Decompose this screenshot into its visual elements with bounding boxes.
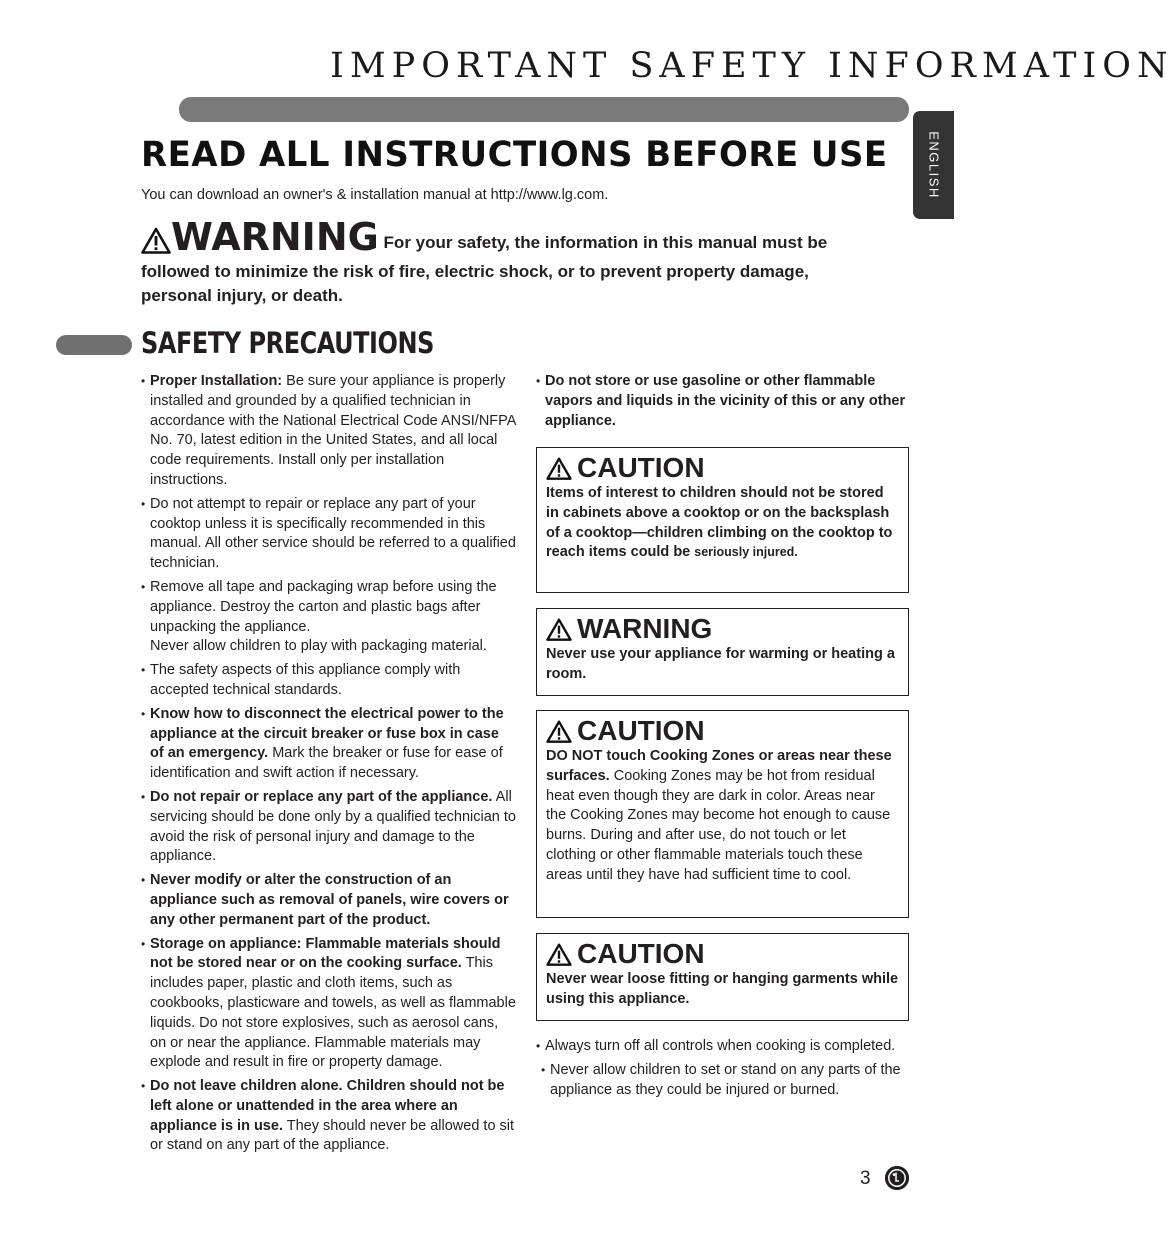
right-column: [536, 372, 910, 435]
list-item: • Know how to disconnect the electrical power to the appliance at the circuit breaker or fuse box in case of an emergency. Mark the breaker or fuse for ease of identification and swift action if necessary.: [141, 705, 504, 782]
warning-statement: [141, 215, 861, 307]
caution-box-garments: CAUTION Never wear loose fitting or hanging garments while using this appliance.: [536, 933, 909, 1021]
read-all-heading: READ ALL INSTRUCTIONS BEFORE USE: [141, 135, 888, 175]
box-label: CAUTION: [577, 452, 705, 483]
section-pill: [56, 335, 132, 355]
page-number: 3: [860, 1168, 871, 1189]
box-label: CAUTION: [577, 715, 705, 746]
download-note: You can download an owner's & installation manual at http://www.lg.com.: [141, 187, 609, 203]
page-header-title: IMPORTANT SAFETY INFORMATION: [330, 46, 1174, 86]
warning-box-heating: WARNING Never use your appliance for warming or heating a room.: [536, 608, 909, 696]
section-title: SAFETY PRECAUTIONS: [141, 326, 434, 360]
list-item: • Do not repair or replace any part of the appliance. All servicing should be done only by a qualified technician to avoid the risk of personal injury and damage to the appliance.: [141, 788, 516, 865]
list-item: • Do not store or use gasoline or other flammable vapors and liquids in the vicinity of this or any other appliance.: [536, 373, 906, 429]
language-tab: [913, 111, 954, 219]
warning-triangle-icon: [141, 227, 171, 261]
list-item: • Do not attempt to repair or replace any part of your cooktop unless it is specifically recommended in this manual. All other service should be referred to a qualified technician.: [141, 495, 516, 572]
language-tab-label: ENGLISH: [926, 131, 941, 199]
list-item: • Proper Installation: Be sure your appliance is properly installed and grounded by a qualified technician in accordance with the National Electrical Code ANSI/NFPA No. 70, latest edition in the United States, and all local code requirements. Install only per installation instructions.: [141, 373, 516, 488]
list-item: • Never allow children to set or stand on any parts of the appliance as they could be injured or burned.: [541, 1061, 901, 1098]
caution-box-children: CAUTION Items of interest to children should not be stored in cabinets above a cooktop or on the backsplash of a cooktop—children climbing on the cooktop to reach items could be seriously injured.: [536, 447, 909, 593]
list-item: • Remove all tape and packaging wrap before using the appliance. Destroy the carton and plastic bags after unpacking the appliance. Never allow children to play with packaging material.: [141, 578, 497, 655]
tail-list: [536, 1037, 910, 1104]
header-bar: [179, 97, 909, 122]
lg-logo-icon: [885, 1166, 909, 1190]
warning-triangle-icon: [546, 943, 572, 966]
left-column: [141, 372, 516, 1160]
box-label: CAUTION: [577, 938, 705, 969]
list-item: • Storage on appliance: Flammable materials should not be stored near or on the cooking surface. This includes paper, plastic and cloth items, such as cookbooks, plasticware and towels, as well as flammable liquids. Do not store explosives, such as aerosol cans, on or near the appliance. Flammable materials may explode and result in fire or property damage.: [141, 935, 516, 1071]
warning-triangle-icon: [546, 618, 572, 641]
caution-box-cooking-zones: CAUTION DO NOT touch Cooking Zones or areas near these surfaces. Cooking Zones may be hot from residual heat even though they are dark in color. Areas near the Cooking Zones may become hot enough to cause burns. During and after use, do not touch or let clothing or other flammable materials touch these areas until they have had sufficient time to cool.: [536, 710, 909, 918]
list-item: • The safety aspects of this appliance comply with accepted technical standards.: [141, 662, 461, 698]
list-item: • Never modify or alter the construction of an appliance such as removal of panels, wire covers or any other permanent part of the product.: [141, 872, 509, 928]
svg-text:LG: LG: [897, 1188, 899, 1189]
warning-triangle-icon: [546, 720, 572, 743]
warning-text: For your safety, the information in this manual must be followed to minimize the risk of fire, electric shock, or to prevent property damage, personal injury, or death.: [141, 233, 828, 305]
warning-triangle-icon: [546, 457, 572, 480]
warning-word: WARNING: [171, 215, 379, 259]
list-item: • Do not leave children alone. Children should not be left alone or unattended in the area where an appliance is in use. They should never be allowed to sit or stand on any part of the appliance.: [141, 1078, 515, 1154]
list-item: • Always turn off all controls when cooking is completed.: [536, 1038, 896, 1054]
box-label: WARNING: [577, 613, 713, 644]
